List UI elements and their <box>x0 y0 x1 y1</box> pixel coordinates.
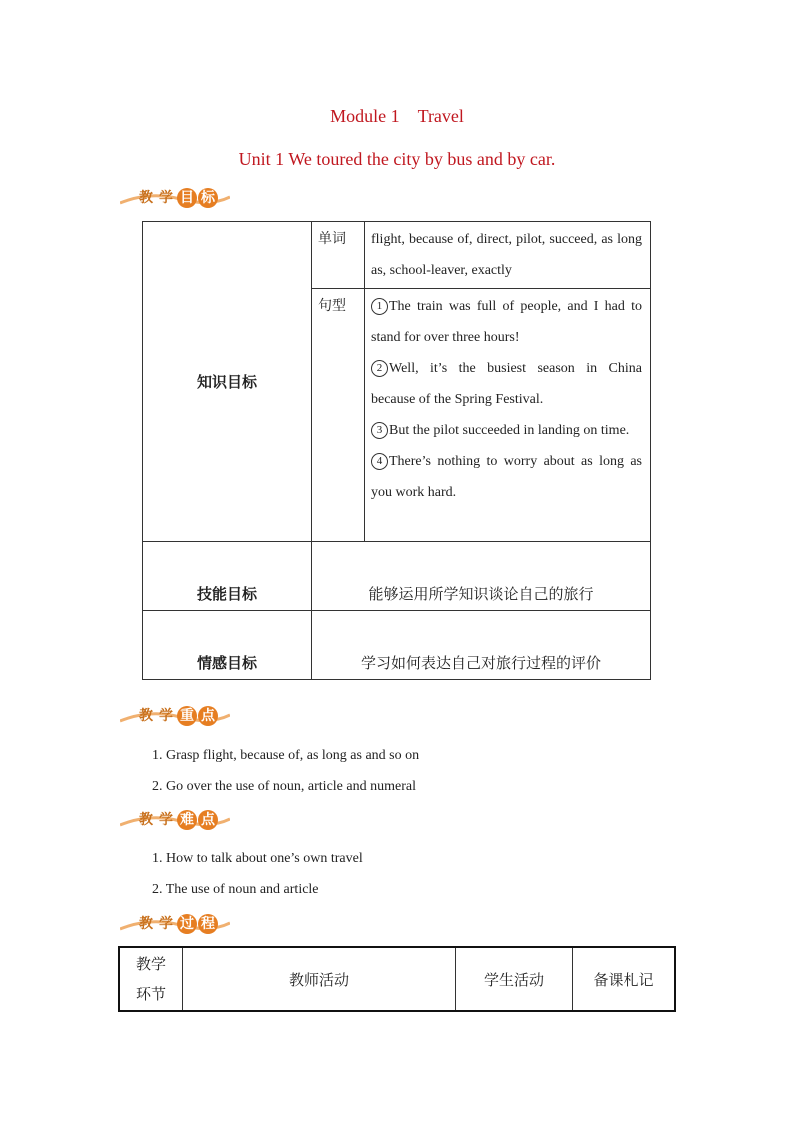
circled-number: 3 <box>371 422 388 439</box>
key-points-list <box>152 740 419 802</box>
sentence-item <box>371 446 642 508</box>
stage-line-1: 教学 <box>135 955 166 973</box>
stage-line-2: 环节 <box>135 985 166 1003</box>
unit-title: Unit 1 We toured the city by bus and by car. <box>238 149 556 169</box>
list-item: 1. Grasp flight, because of, as long as and so on <box>152 748 420 763</box>
emotion-goal-content: 学习如何表达自己对旅行过程的评价 <box>312 611 651 680</box>
list-item: 2. Go over the use of noun, article and numeral <box>152 779 416 794</box>
badge-char-circled: 点 <box>198 706 218 726</box>
skill-goal-content: 能够运用所学知识谈论自己的旅行 <box>312 542 651 611</box>
key-points-badge <box>120 705 226 729</box>
difficulties-badge <box>120 809 226 833</box>
list-item: 2. The use of noun and article <box>152 882 319 897</box>
badge-char: 学 <box>159 708 173 724</box>
badge-char-circled: 程 <box>198 914 218 934</box>
module-name: Travel <box>417 106 464 126</box>
sentence-content <box>365 289 651 542</box>
badge-char-circled: 标 <box>198 188 218 208</box>
circled-number: 1 <box>371 298 388 315</box>
badge-char: 学 <box>159 916 173 932</box>
process-col-student: 学生活动 <box>456 947 573 1011</box>
objectives-table <box>142 221 651 680</box>
badge-char: 学 <box>159 190 173 206</box>
sentence-label: 句型 <box>312 289 365 542</box>
module-title <box>0 106 794 127</box>
emotion-goal-label: 情感目标 <box>143 611 312 680</box>
knowledge-goal-label: 知识目标 <box>143 222 312 542</box>
circled-number: 4 <box>371 453 388 470</box>
sentence-item <box>371 415 642 446</box>
badge-char: 教 <box>139 916 153 932</box>
objectives-badge <box>120 187 226 211</box>
badge-char: 教 <box>139 708 153 724</box>
list-item: 1. How to talk about one’s own travel <box>152 851 363 866</box>
vocab-content: flight, because of, direct, pilot, succeed, as long as, school-leaver, exactly <box>365 222 651 289</box>
badge-char: 教 <box>139 190 153 206</box>
sentence-text: The train was full of people, and I had to stand for over three hours! <box>371 299 642 345</box>
badge-char-circled: 目 <box>177 188 197 208</box>
badge-char-circled: 难 <box>177 810 197 830</box>
skill-goal-label: 技能目标 <box>143 542 312 611</box>
badge-char: 教 <box>139 812 153 828</box>
badge-char-circled: 重 <box>177 706 197 726</box>
difficulties-list <box>152 843 363 905</box>
process-col-stage <box>119 947 183 1011</box>
process-col-notes: 备课札记 <box>573 947 676 1011</box>
sentence-text: There’s nothing to worry about as long as you work hard. <box>371 454 642 500</box>
sentence-item <box>371 353 642 415</box>
badge-char: 学 <box>159 812 173 828</box>
process-col-teacher: 教师活动 <box>183 947 456 1011</box>
circled-number: 2 <box>371 360 388 377</box>
badge-char-circled: 点 <box>198 810 218 830</box>
badge-char-circled: 过 <box>177 914 197 934</box>
sentence-item <box>371 291 642 353</box>
sentence-text: Well, it’s the busiest season in China because of the Spring Festival. <box>371 361 642 407</box>
process-table <box>118 946 676 1012</box>
sentence-text: But the pilot succeeded in landing on time. <box>389 423 630 438</box>
module-number: Module 1 <box>330 106 400 126</box>
vocab-label: 单词 <box>312 222 365 289</box>
process-badge <box>120 913 226 937</box>
